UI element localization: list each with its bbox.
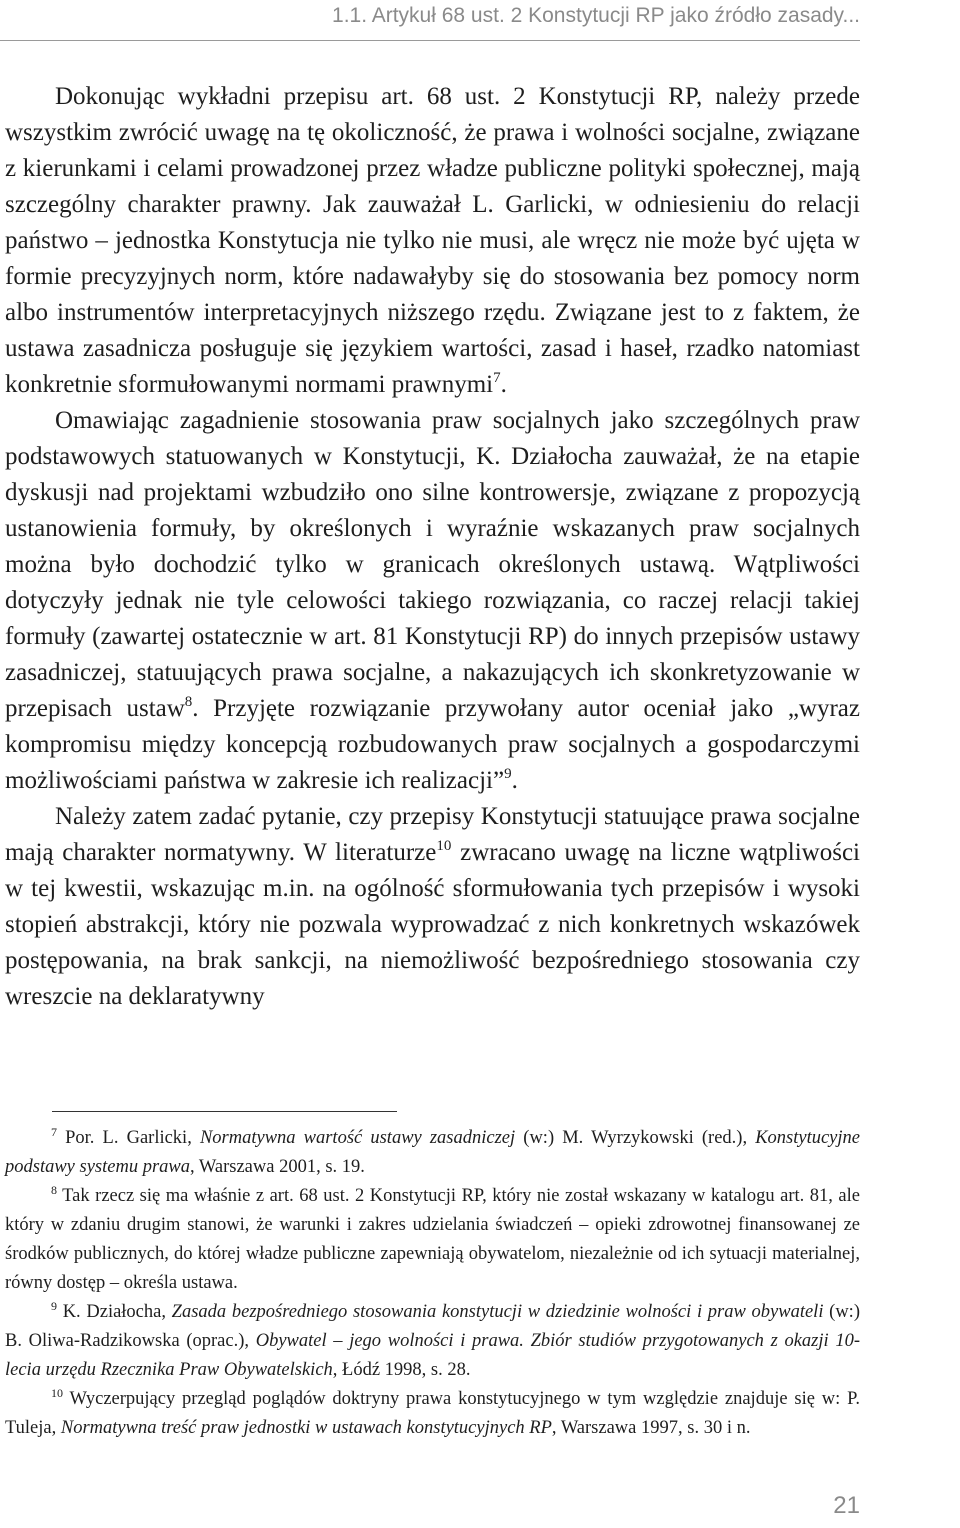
footnote-title: Normatywna wartość ustawy zasadniczej <box>199 1128 516 1148</box>
paragraph-2-text-cont: . Przyjęte rozwiązanie przywołany autor oceniał jako „wyraz kompromisu między koncepcją rozbudowanych praw socjalnych a gospodarczymi możliwościami państwa w zakresie ich realizacji” <box>5 695 861 794</box>
paragraph-2 <box>5 403 860 799</box>
paragraph-1-end: . <box>500 371 507 398</box>
footnote-number: 7 <box>51 1125 57 1139</box>
footnote-rule <box>52 1111 397 1112</box>
running-head: 1.1. Artykuł 68 ust. 2 Konstytucji RP jako źródło zasady... <box>332 4 860 27</box>
footnote-text: , Warszawa 1997, s. 30 i n. <box>551 1418 751 1438</box>
footnote-text: Tak rzecz się ma właśnie z art. 68 ust. 2 Konstytucji RP, który nie został wskazany w katalogu art. 81, ale który w zdaniu drugim stanowi, że warunki i zakres udzielania świadczeń – opieki zdrowotnej finansowanej ze środków publicznych, do której władze publiczne zapewniają obywatelom, niezależnie od ich sytuacji materialnej, równy dostęp – określa ustawa. <box>5 1186 860 1293</box>
header-rule <box>0 40 860 41</box>
footnote-9 <box>5 1298 860 1385</box>
footnote-text: K. Działocha, <box>57 1302 172 1322</box>
footnote-ref-8[interactable]: 8 <box>184 694 193 710</box>
paragraph-2-end: . <box>511 767 518 794</box>
footnote-title: Zasada bezpośredniego stosowania konstytucji w dziedzinie wolności i praw obywateli <box>171 1302 824 1322</box>
footnote-8 <box>5 1182 860 1298</box>
footnote-7 <box>5 1124 860 1182</box>
footnote-text: Wyczerpujący przegląd poglądów doktryny prawa konstytucyjnego w tym względzie znajduje się w: P. Tuleja, <box>5 1389 860 1438</box>
footnote-ref-7[interactable]: 7 <box>493 370 501 386</box>
footnote-ref-10[interactable]: 10 <box>436 838 452 854</box>
page-number: 21 <box>833 1492 860 1519</box>
footnote-ref-9[interactable]: 9 <box>504 766 512 782</box>
paragraph-2-text: Omawiając zagadnienie stosowania praw socjalnych jako szczególnych praw podstawowych statuowanych w Konstytucji, K. Działocha zauważał, że na etapie dyskusji nad projektami wzbudziło ono silne kontrowersje, związane z propozycją ustanowienia formuły, by określonych i wyraźnie wskazanych praw socjalnych można było dochodzić tylko w granicach określonych ustawą. Wątpliwości dotyczyły jednak nie tyle celowości takiego rozwiązania, co raczej relacji takiej formuły (zawartej ostatecznie w art. 81 Konstytucji RP) do innych przepisów ustawy zasadniczej, statuujących prawa socjalne, a nakazujących ich skonkretyzowanie w przepisach ustaw <box>5 407 860 722</box>
footnotes <box>5 1124 860 1443</box>
footnote-text: , Łódź 1998, s. 28. <box>332 1360 471 1380</box>
paragraph-1-text: Dokonując wykładni przepisu art. 68 ust. 2 Konstytucji RP, należy przede wszystkim zwrócić uwagę na tę okoliczność, że prawa i wolności socjalne, związane z kierunkami i celami prowadzonej przez władze publiczne polityki społecznej, mają szczególny charakter prawny. Jak zauważał L. Garlicki, w odniesieniu do relacji państwo – jednostka Konstytucja nie tylko nie musi, ale wręcz nie może być ujęta w formie precyzyjnych norm, które nadawałyby się do stosowania bez pomocy norm albo instrumentów interpretacyjnych niższego rzędu. Związane jest to z faktem, że ustawa zasadnicza posługuje się językiem wartości, zasad i haseł, rzadko natomiast konkretnie sformułowanymi normami prawnymi <box>5 83 860 398</box>
footnote-10 <box>5 1385 860 1443</box>
footnote-title: Normatywna treść praw jednostki w ustawach konstytucyjnych RP <box>60 1418 552 1438</box>
footnote-number: 9 <box>51 1299 57 1313</box>
footnote-text: (w:) B. Oliwa-Radzikowska (oprac.), <box>5 1302 860 1351</box>
footnote-title: Konstytucyjne podstawy systemu prawa <box>5 1128 860 1177</box>
main-text <box>5 79 860 1015</box>
footnote-text: , Warszawa 2001, s. 19. <box>190 1157 365 1177</box>
paragraph-1 <box>5 79 860 403</box>
footnote-text: Por. L. Garlicki, <box>57 1128 200 1148</box>
footnote-number: 10 <box>51 1386 63 1400</box>
footnote-number: 8 <box>51 1183 57 1197</box>
paragraph-3-text: Należy zatem zadać pytanie, czy przepisy Konstytucji statuujące prawa socjalne mają charakter normatywny. W literaturze <box>5 803 860 866</box>
footnote-title: Obywatel – jego wolności i prawa. Zbiór studiów przygotowanych z okazji 10-lecia urzędu Rzecznika Praw Obywatelskich <box>5 1331 860 1380</box>
paragraph-3 <box>5 799 860 1015</box>
footnote-text: (w:) M. Wyrzykowski (red.), <box>515 1128 756 1148</box>
paragraph-3-text-cont: zwracano uwagę na liczne wątpliwości w tej kwestii, wskazując m.in. na ogólność sformułowania tych przepisów i wysoki stopień abstrakcji, który nie pozwala wyprowadzać z nich konkretnych wskazówek postępowania, na brak sankcji, na niemożliwość bezpośredniego stosowania czy wreszcie na deklaratywny <box>5 839 860 1010</box>
